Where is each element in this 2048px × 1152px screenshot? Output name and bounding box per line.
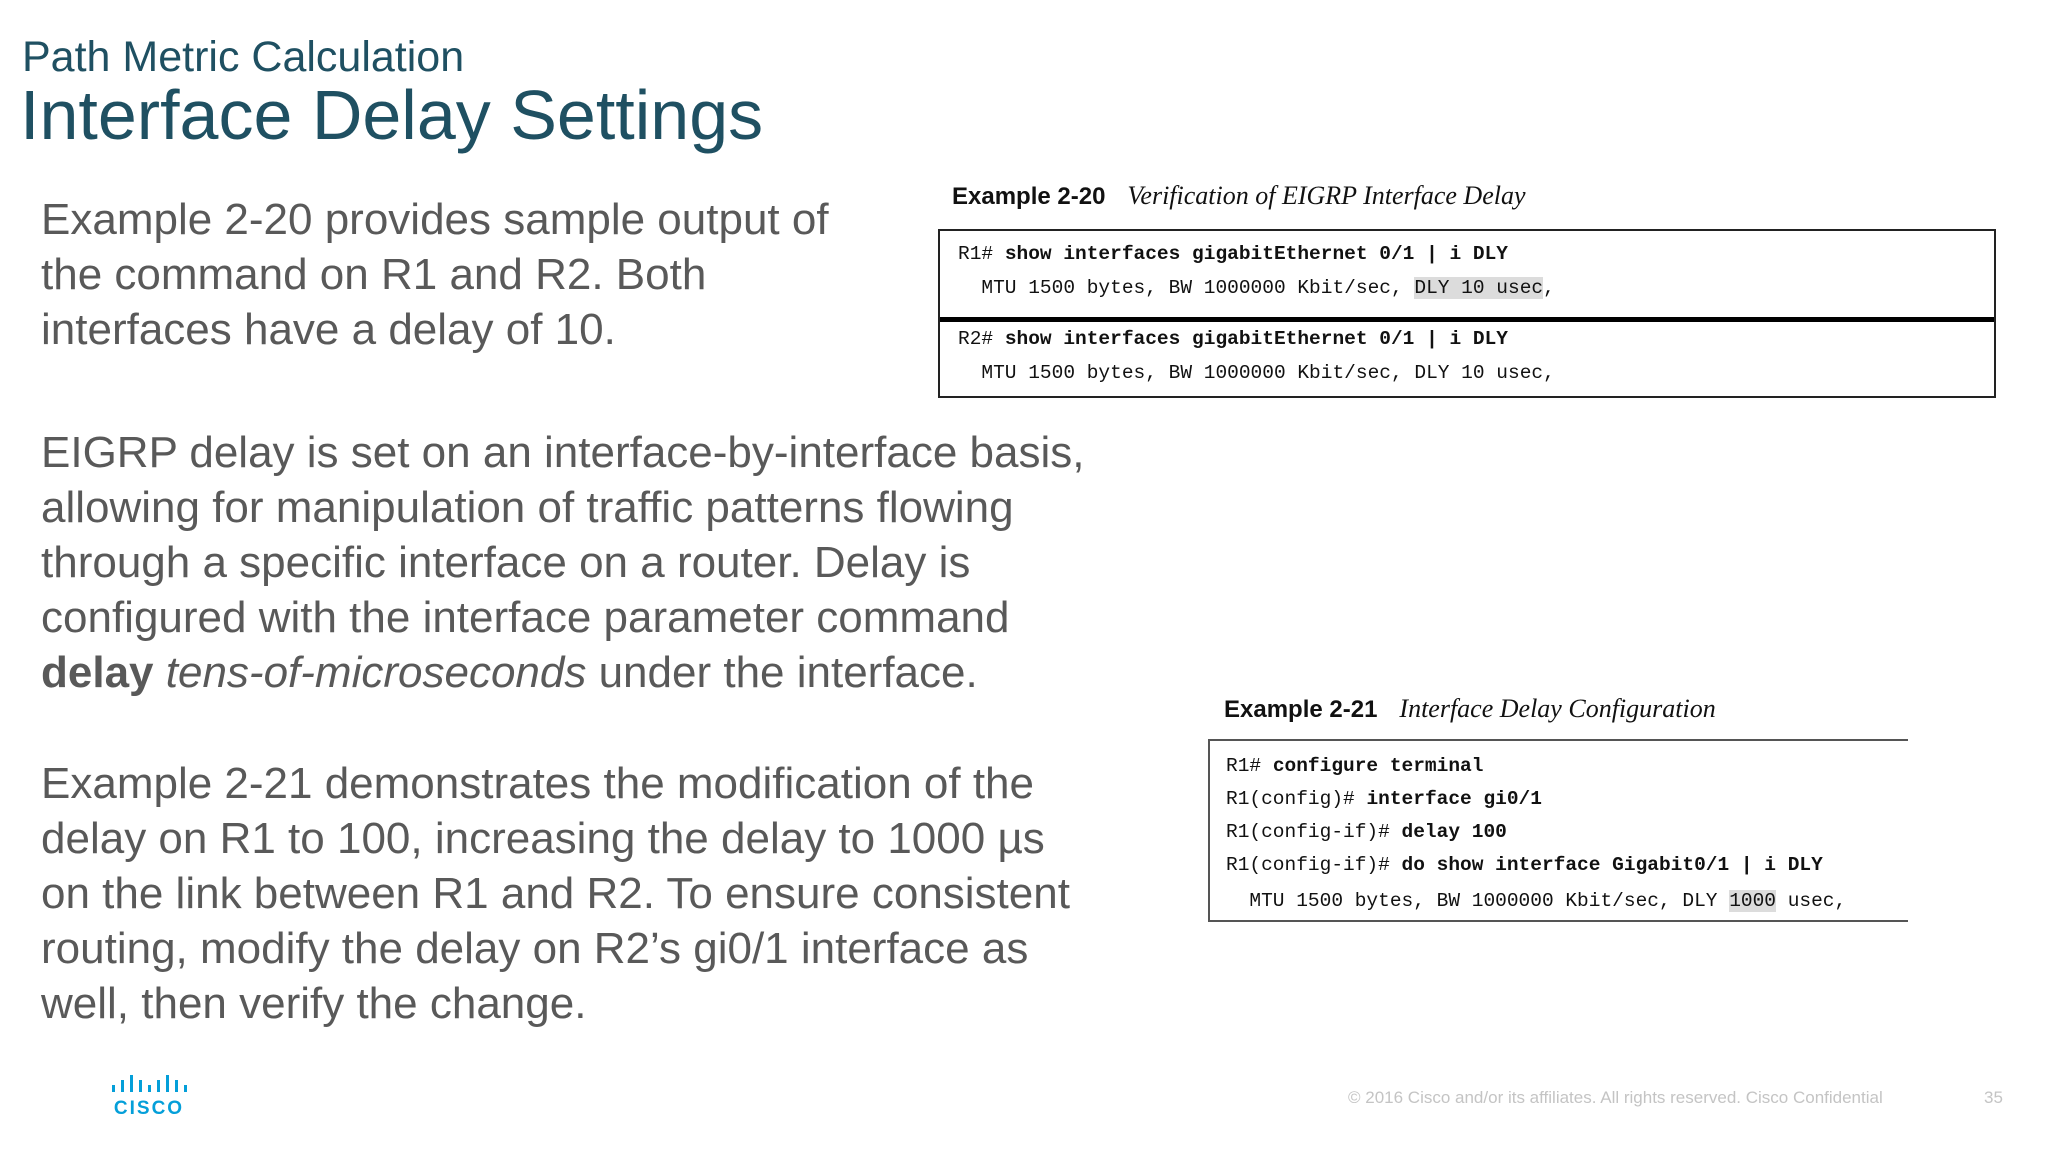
example-title: Verification of EIGRP Interface Delay <box>1127 181 1526 210</box>
code-line <box>958 243 1508 265</box>
text-line: interfaces have a delay of 10. <box>41 305 616 354</box>
example-2-20-caption <box>952 181 1526 211</box>
cli-prompt: R1(config-if)# <box>1226 821 1402 843</box>
cli-prompt: R1(config)# <box>1226 788 1367 810</box>
r2-output-section <box>940 322 1994 398</box>
example-2-21-caption <box>1224 694 1716 724</box>
code-line: MTU 1500 bytes, BW 1000000 Kbit/sec, DLY 10 usec, <box>958 362 1555 384</box>
cli-output: MTU 1500 bytes, BW 1000000 Kbit/sec, <box>958 277 1415 299</box>
code-line <box>958 328 1508 350</box>
cli-output: , <box>1543 277 1555 299</box>
cli-command: show interfaces gigabitEthernet 0/1 | i DLY <box>1004 328 1508 350</box>
text-line: allowing for manipulation of traffic patterns flowing <box>41 483 1014 532</box>
code-line <box>958 277 1555 299</box>
cli-prompt: R1(config-if)# <box>1226 854 1402 876</box>
text-line: Example 2-21 demonstrates the modification of the <box>41 759 1034 808</box>
code-line <box>1226 788 1542 810</box>
cli-command: interface gi0/1 <box>1366 788 1542 810</box>
cli-output: usec, <box>1776 890 1847 912</box>
cli-command: configure terminal <box>1272 755 1484 777</box>
cli-command: show interfaces gigabitEthernet 0/1 | i DLY <box>1004 243 1508 265</box>
code-line <box>1226 890 1846 912</box>
code-line <box>1226 821 1507 843</box>
text-line: on the link between R1 and R2. To ensure consistent <box>41 869 1070 918</box>
text-line: Example 2-20 provides sample output of <box>41 195 829 244</box>
slide-title: Interface Delay Settings <box>20 76 764 154</box>
example-2-21-code-box <box>1208 739 1908 922</box>
cisco-logo-icon <box>110 1068 200 1118</box>
text-line: EIGRP delay is set on an interface-by-interface basis, <box>41 428 1085 477</box>
text-line: well, then verify the change. <box>41 979 587 1028</box>
r1-output-section <box>940 231 1994 318</box>
command-argument: tens-of-microseconds <box>165 648 587 697</box>
text-line: configured with the interface parameter command <box>41 593 1010 642</box>
text-line: the command on R1 and R2. Both <box>41 250 707 299</box>
cli-command: do show interface Gigabit0/1 | i DLY <box>1401 854 1823 876</box>
command-keyword: delay <box>41 648 154 697</box>
paragraph-example-2-20 <box>41 192 829 357</box>
code-line <box>1226 854 1823 876</box>
text-line: delay on R1 to 100, increasing the delay to 1000 µs <box>41 814 1045 863</box>
text-line-command <box>41 645 1084 700</box>
page-number: 35 <box>1984 1088 2003 1107</box>
highlighted-delay: 1000 <box>1729 890 1776 912</box>
cli-output: MTU 1500 bytes, BW 1000000 Kbit/sec, DLY <box>1226 890 1730 912</box>
code-line <box>1226 755 1483 777</box>
example-number: Example 2-21 <box>1224 696 1378 723</box>
example-number: Example 2-20 <box>952 183 1106 210</box>
paragraph-example-2-21 <box>41 756 1070 1031</box>
cli-prompt: R2# <box>958 328 1005 350</box>
cisco-logo-wordmark: CISCO <box>113 1098 185 1118</box>
footer-copyright: © 2016 Cisco and/or its affiliates. All rights reserved. Cisco Confidential <box>1348 1088 1883 1107</box>
cli-command: delay 100 <box>1401 821 1507 843</box>
example-title: Interface Delay Configuration <box>1399 694 1716 723</box>
text-line: routing, modify the delay on R2’s gi0/1 interface as <box>41 924 1029 973</box>
text-fragment: under the interface. <box>586 648 978 697</box>
text-line: through a specific interface on a router. Delay is <box>41 538 971 587</box>
example-2-20-code-box <box>938 229 1996 398</box>
cli-prompt: R1# <box>1226 755 1273 777</box>
slide-subtitle: Path Metric Calculation <box>22 33 465 81</box>
cli-prompt: R1# <box>958 243 1005 265</box>
paragraph-eigrp-delay <box>41 425 1084 700</box>
highlighted-delay: DLY 10 usec <box>1414 277 1544 299</box>
